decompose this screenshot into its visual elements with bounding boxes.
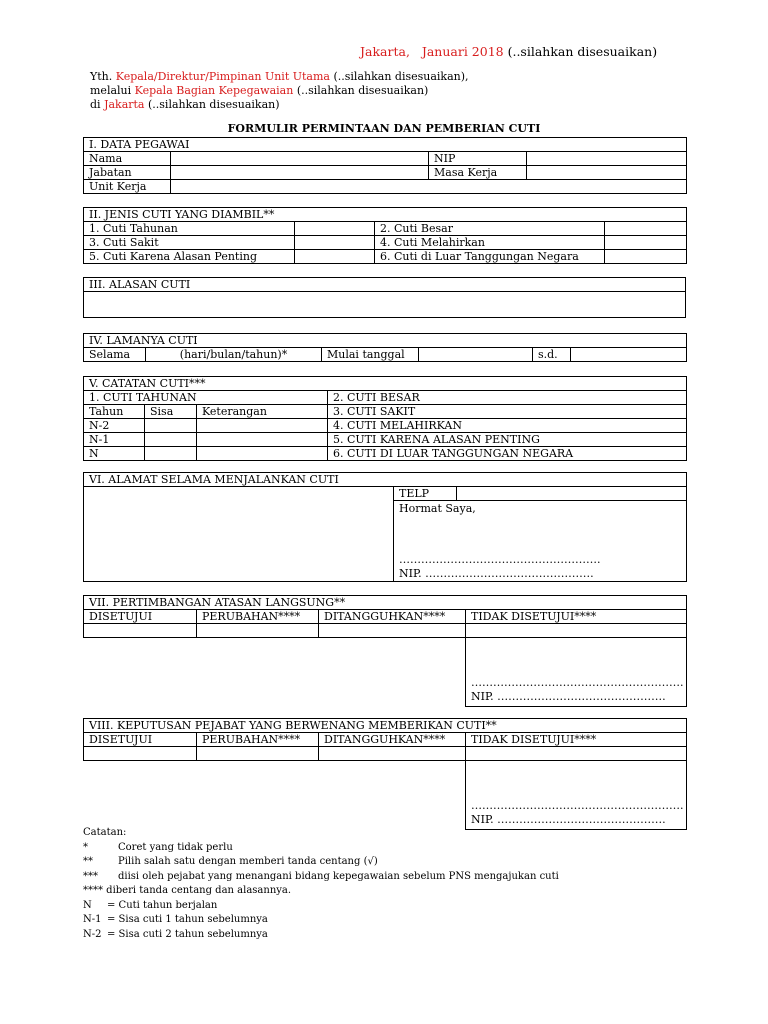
perubahan-field[interactable] — [197, 624, 319, 638]
section-lamanya-cuti: IV. LAMANYA CUTI Selama (hari/bulan/tahun)* Mulai tanggal s.d. — [83, 333, 687, 362]
alamat-field[interactable] — [84, 487, 394, 582]
section-heading: VIII. KEPUTUSAN PEJABAT YANG BERWENANG MEMBERIKAN CUTI** — [84, 719, 687, 733]
alasan-cuti-field[interactable] — [84, 292, 686, 318]
signature-line: …………………………………………………. — [471, 799, 684, 812]
tidak-disetujui-field[interactable] — [466, 624, 687, 638]
nama-field[interactable] — [171, 152, 429, 166]
nip-field[interactable] — [527, 152, 687, 166]
jabatan-field[interactable] — [171, 166, 429, 180]
tidak-disetujui-field[interactable] — [466, 747, 687, 761]
sampai-tanggal-field[interactable] — [571, 348, 687, 362]
address-line-3: di Jakarta (..silahkan disesuaikan) — [90, 98, 280, 111]
lama-cuti-field[interactable]: (hari/bulan/tahun)* — [146, 348, 322, 362]
address-line-1: Yth. Kepala/Direktur/Pimpinan Unit Utama (..silahkan disesuaikan), — [90, 70, 469, 83]
note-item: *** diisi oleh pejabat yang menangani bidang kepegawaian sebelum PNS mengajukan cuti — [83, 870, 559, 882]
mulai-tanggal-field[interactable] — [419, 348, 533, 362]
telp-field[interactable] — [457, 487, 687, 501]
notes-title: Catatan: — [83, 827, 127, 838]
checkbox-cuti-tahunan[interactable] — [295, 222, 375, 236]
ket-n1-field[interactable] — [197, 433, 328, 447]
note-item: * Coret yang tidak perlu — [83, 841, 233, 853]
date-month: Januari 2018 — [421, 44, 504, 59]
note-item: **** diberi tanda centang dan alasannya. — [83, 885, 292, 896]
signature-block-atasan — [466, 638, 687, 707]
disetujui-field[interactable] — [84, 747, 197, 761]
address-line-2: melalui Kepala Bagian Kepegawaian (..silahkan disesuaikan) — [90, 84, 429, 97]
note-item: N-2 = Sisa cuti 2 tahun sebelumnya — [83, 928, 268, 940]
signature-block-pejabat — [466, 761, 687, 830]
section-catatan-cuti: V. CATATAN CUTI*** 1. CUTI TAHUNAN 2. CUTI BESAR Tahun Sisa Keterangan 3. CUTI SAKIT N-2 4. CUTI MELAHIRKAN N-1 5. CUTI KARENA ALASAN PENTING N 6. CUTI DI LUAR TANGGUNGAN NEGARA — [83, 376, 687, 461]
recipient: Kepala/Direktur/Pimpinan Unit Utama — [115, 70, 330, 83]
ditangguhkan-field[interactable] — [319, 624, 466, 638]
ket-n-field[interactable] — [197, 447, 328, 461]
signature-line: …………………………………………………. — [471, 676, 684, 689]
section-heading: I. DATA PEGAWAI — [84, 138, 687, 152]
checkbox-cuti-besar[interactable] — [605, 222, 687, 236]
signature-block-pemohon: Hormat Saya, ………………………………………………. NIP. ………………………………………. — [394, 501, 687, 582]
section-data-pegawai: I. DATA PEGAWAI Nama NIP Jabatan Masa Kerja Unit Kerja — [83, 137, 687, 194]
signature-line: ………………………………………………. — [399, 553, 601, 566]
notes — [83, 826, 559, 942]
date-line — [360, 44, 657, 59]
section-heading: IV. LAMANYA CUTI — [84, 334, 687, 348]
section-pertimbangan-atasan: VII. PERTIMBANGAN ATASAN LANGSUNG** DISETUJUI PERUBAHAN**** DITANGGUHKAN**** TIDAK DISETUJUI**** …………………………………………………. NIP. ………………………………………. — [83, 595, 687, 707]
section-keputusan-pejabat: VIII. KEPUTUSAN PEJABAT YANG BERWENANG MEMBERIKAN CUTI** DISETUJUI PERUBAHAN**** DITANGGUHKAN**** TIDAK DISETUJUI**** …………………………………………………. NIP. ………………………………………. — [83, 718, 687, 830]
note-item: ** Pilih salah satu dengan memberi tanda centang (√) — [83, 856, 378, 867]
location: Jakarta — [104, 98, 145, 111]
form-title: FORMULIR PERMINTAAN DAN PEMBERIAN CUTI — [227, 122, 541, 135]
section-heading: VI. ALAMAT SELAMA MENJALANKAN CUTI — [84, 473, 687, 487]
nip-line: NIP. ………………………………………. — [399, 567, 594, 580]
sisa-n-field[interactable] — [145, 447, 197, 461]
sisa-n1-field[interactable] — [145, 433, 197, 447]
ditangguhkan-field[interactable] — [319, 747, 466, 761]
section-heading: II. JENIS CUTI YANG DIAMBIL** — [84, 208, 687, 222]
via-recipient: Kepala Bagian Kepegawaian — [134, 84, 294, 97]
section-jenis-cuti: II. JENIS CUTI YANG DIAMBIL** 1. Cuti Tahunan 2. Cuti Besar 3. Cuti Sakit 4. Cuti Melahirkan 5. Cuti Karena Alasan Penting 6. Cuti di Luar Tanggungan Negara — [83, 207, 687, 264]
masa-kerja-field[interactable] — [527, 166, 687, 180]
section-heading: VII. PERTIMBANGAN ATASAN LANGSUNG** — [84, 596, 687, 610]
checkbox-cuti-alasan-penting[interactable] — [295, 250, 375, 264]
date-city: Jakarta, — [360, 44, 410, 59]
checkbox-cuti-luar-tanggungan[interactable] — [605, 250, 687, 264]
note-item: N-1 = Sisa cuti 1 tahun sebelumnya — [83, 914, 268, 925]
ket-n2-field[interactable] — [197, 419, 328, 433]
checkbox-cuti-sakit[interactable] — [295, 236, 375, 250]
nip-line: NIP. ………………………………………. — [471, 813, 666, 826]
disetujui-field[interactable] — [84, 624, 197, 638]
checkbox-cuti-melahirkan[interactable] — [605, 236, 687, 250]
perubahan-field[interactable] — [197, 747, 319, 761]
section-alasan-cuti — [83, 277, 686, 318]
date-note: (..silahkan disesuaikan) — [507, 44, 658, 59]
section-alamat-cuti: VI. ALAMAT SELAMA MENJALANKAN CUTI TELP Hormat Saya, ………………………………………………. NIP. ………………………………………. — [83, 472, 687, 582]
sisa-n2-field[interactable] — [145, 419, 197, 433]
section-heading: III. ALASAN CUTI — [84, 278, 686, 292]
nip-line: NIP. ………………………………………. — [471, 690, 666, 703]
section-heading: V. CATATAN CUTI*** — [84, 377, 687, 391]
note-item: N = Cuti tahun berjalan — [83, 899, 218, 911]
unit-kerja-field[interactable] — [171, 180, 687, 194]
